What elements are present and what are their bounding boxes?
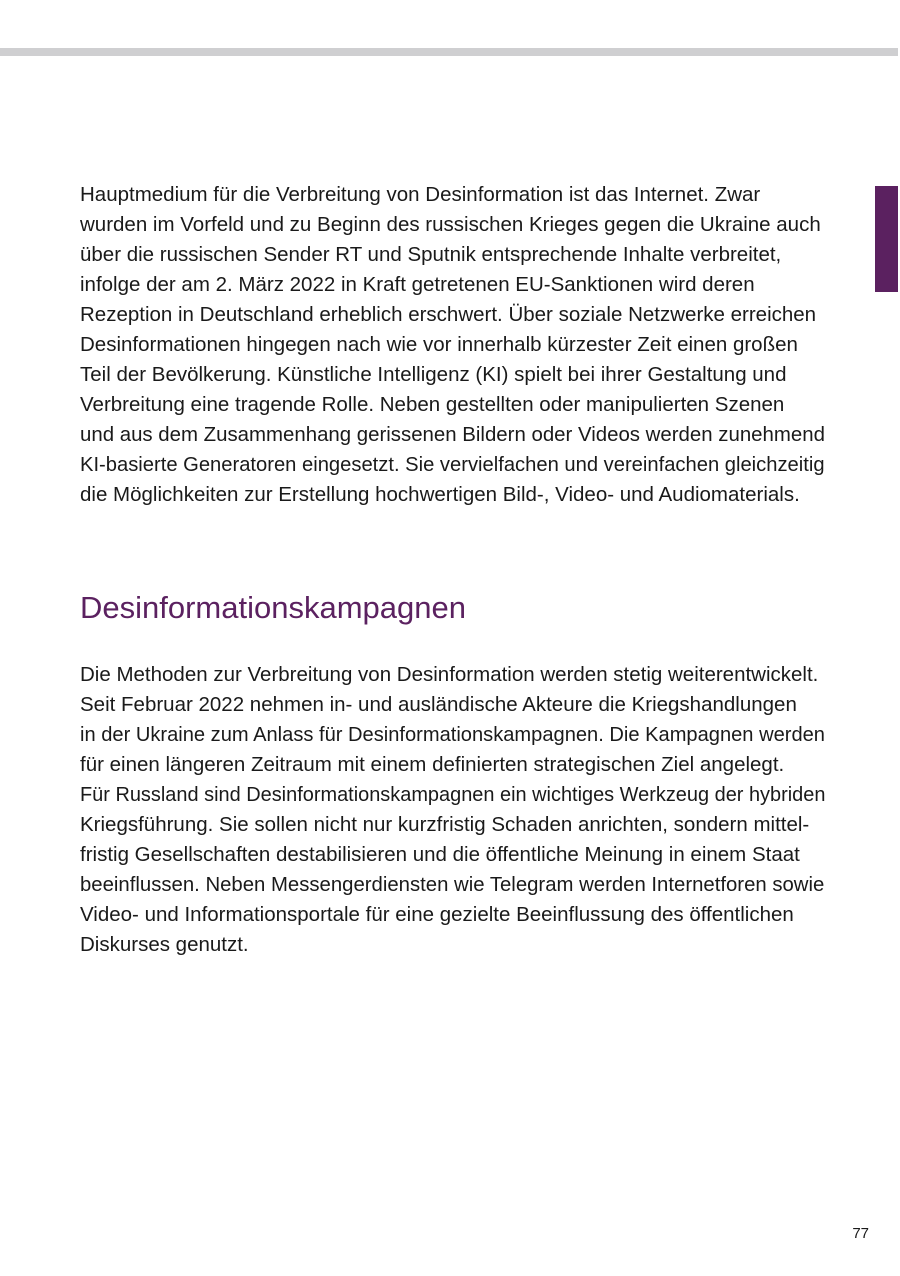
text-line: fristig Gesellschaften destabilisieren und die öffentliche Meinung in einem Staat: [80, 843, 800, 866]
text-line: Diskurses genutzt.: [80, 933, 249, 956]
page-number: 77: [852, 1225, 869, 1242]
text-line: beeinflussen. Neben Messengerdiensten wie Telegram werden Internetforen sowie: [80, 874, 825, 896]
text-line: Teil der Bevölkerung. Künstliche Intelligenz (KI) spielt bei ihrer Gestaltung und: [80, 363, 787, 386]
text-line: Kriegsführung. Sie sollen nicht nur kurzfristig Schaden anrichten, sondern mittel-: [80, 813, 810, 836]
text-line: KI-basierte Generatoren eingesetzt. Sie vervielfachen und vereinfachen gleichzeitig: [80, 454, 825, 476]
body-paragraph-intro: [80, 180, 825, 510]
text-line: infolge der am 2. März 2022 in Kraft getretenen EU-Sanktionen wird deren: [80, 273, 755, 296]
text-line: Hauptmedium für die Verbreitung von Desinformation ist das Internet. Zwar: [80, 183, 761, 206]
text-line: Verbreitung eine tragende Rolle. Neben gestellten oder manipulierten Szenen: [80, 393, 785, 416]
text-line: in der Ukraine zum Anlass für Desinformationskampagnen. Die Kampagnen werden: [80, 724, 825, 746]
text-line: die Möglichkeiten zur Erstellung hochwertigen Bild-, Video- und Audiomaterials.: [80, 483, 800, 506]
text-line: Rezeption in Deutschland erheblich erschwert. Über soziale Netzwerke erreichen: [80, 303, 817, 326]
text-line: Für Russland sind Desinformationskampagnen ein wichtiges Werkzeug der hybriden: [80, 784, 826, 806]
text-line: Desinformationen hingegen nach wie vor innerhalb kürzester Zeit einen großen: [80, 333, 798, 356]
text-line: und aus dem Zusammenhang gerissenen Bildern oder Videos werden zunehmend: [80, 424, 825, 446]
text-line: Die Methoden zur Verbreitung von Desinformation werden stetig weiterentwickelt.: [80, 663, 819, 686]
text-line: Video- und Informationsportale für eine gezielte Beeinflussung des öffentlichen: [80, 903, 794, 926]
text-line: Seit Februar 2022 nehmen in- und ausländische Akteure die Kriegshandlungen: [80, 693, 797, 716]
chapter-tab-marker: [875, 186, 898, 292]
text-line: über die russischen Sender RT und Sputnik entsprechende Inhalte verbreitet,: [80, 243, 782, 266]
text-line: für einen längeren Zeitraum mit einem definierten strategischen Ziel angelegt.: [80, 753, 785, 776]
text-line: wurden im Vorfeld und zu Beginn des russischen Krieges gegen die Ukraine auch: [80, 213, 821, 236]
top-rule: [0, 48, 898, 56]
body-paragraph-campaigns: [80, 660, 825, 960]
section-heading: Desinformationskampagnen: [80, 590, 466, 625]
